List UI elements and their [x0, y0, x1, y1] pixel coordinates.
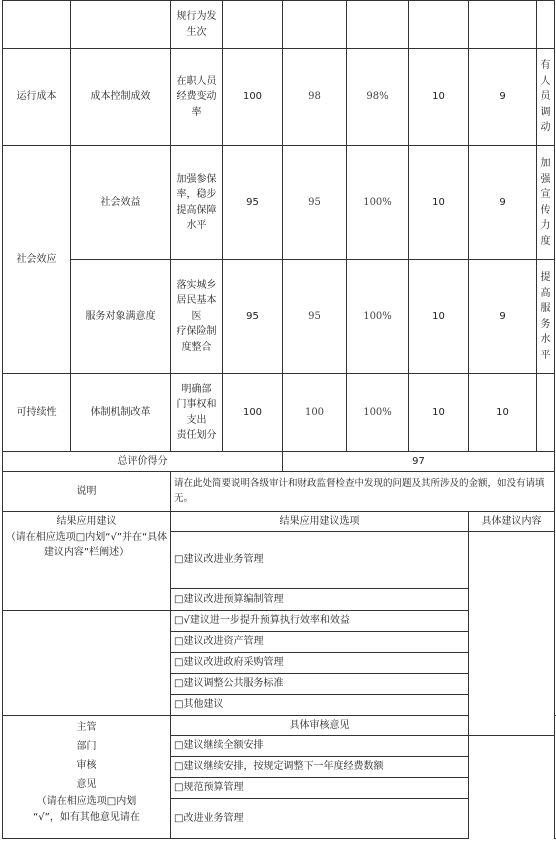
reason-cell: 加 强 宣 传 力 度 [537, 146, 555, 260]
weight-cell: 10 [409, 260, 469, 374]
actual-cell [283, 1, 347, 49]
review-option-checkbox[interactable]: □规范预算管理 [171, 778, 469, 799]
level2-cell: 服务对象满意度 [71, 260, 171, 374]
reason-cell: 提 高 服 务 水 平 [537, 260, 555, 374]
score-cell: 9 [469, 146, 537, 260]
review-label-line: 审核 [76, 760, 97, 771]
level2-cell: 体制机制改革 [71, 374, 171, 452]
indicator-cell: 在职人员 经费变动 率 [171, 49, 223, 146]
target-cell: 95 [223, 260, 283, 374]
level1-cell: 可持续性 [3, 374, 71, 452]
level1-cell: 运行成本 [3, 49, 71, 146]
table-row [3, 49, 555, 146]
review-label-line: 部门 [76, 741, 97, 752]
weight-cell: 10 [409, 374, 469, 452]
rate-cell: 100% [347, 146, 409, 260]
result-content-cell[interactable] [469, 532, 555, 736]
weight-cell: 10 [409, 49, 469, 146]
score-cell: 9 [469, 49, 537, 146]
actual-cell: 95 [283, 260, 347, 374]
table-row [3, 374, 555, 452]
actual-cell: 98 [283, 49, 347, 146]
total-value: 97 [283, 452, 555, 472]
actual-cell: 100 [283, 374, 347, 452]
result-option-checkbox[interactable]: □建议改进业务管理 [171, 532, 469, 589]
review-label [3, 716, 171, 839]
level2-cell: 成本控制成效 [71, 49, 171, 146]
result-content-header: 具体建议内容 [469, 512, 555, 532]
explanation-text: 请在此处简要说明各级审计和财政监督检查中发现的问题及其所涉及的金额，如没有请填无。 [171, 472, 555, 512]
review-header: 具体审核意见 [171, 716, 469, 736]
total-label: 总评价得分 [3, 452, 283, 472]
table-row [3, 146, 555, 260]
level2-cell: 社会效益 [71, 146, 171, 260]
result-option-checkbox[interactable]: □其他建议 [171, 695, 469, 716]
result-header-row [3, 512, 555, 532]
indicator-cell: 加强参保 率，稳步 提高保障 水平 [171, 146, 223, 260]
result-option-checkbox[interactable]: □建议改进政府采购管理 [171, 653, 469, 674]
review-label-line: “√”，如有其他意见请在 [33, 812, 140, 823]
level2-cell [71, 1, 171, 49]
rate-cell: 100% [347, 374, 409, 452]
result-application-label: 结果应用建议 （请在相应选项□内划“√”并在“具体建议内容”栏阐述） [3, 512, 171, 611]
result-option-checkbox[interactable]: □√建议进一步提升预算执行效率和效益 [171, 611, 469, 632]
target-cell: 100 [223, 374, 283, 452]
result-option-checkbox[interactable]: □建议改进资产管理 [171, 632, 469, 653]
indicator-cell: 落实城乡 居民基本 医 疗保险制 度整合 [171, 260, 223, 374]
result-option-checkbox[interactable]: □建议调整公共服务标准 [171, 674, 469, 695]
result-option-checkbox[interactable]: □建议改进预算编制管理 [171, 589, 469, 611]
review-label-line: 意见 [76, 779, 97, 790]
score-cell: 10 [469, 374, 537, 452]
score-cell [469, 1, 537, 49]
review-option-checkbox[interactable]: □建议继续安排，按规定调整下一年度经费数额 [171, 757, 469, 778]
indicator-cell: 规行为发 生次 [171, 1, 223, 49]
target-cell: 100 [223, 49, 283, 146]
result-options-header: 结果应用建议选项 [171, 512, 469, 532]
rate-cell: 98% [347, 49, 409, 146]
actual-cell: 95 [283, 146, 347, 260]
level1-cell: 社会效应 [3, 146, 71, 374]
review-label-line: 主管 [76, 722, 97, 733]
target-cell: 95 [223, 146, 283, 260]
review-option-checkbox[interactable]: □改进业务管理 [171, 799, 469, 839]
reason-cell [537, 1, 555, 49]
reason-cell [537, 374, 555, 452]
score-cell: 9 [469, 260, 537, 374]
target-cell [223, 1, 283, 49]
result-application-blank [3, 611, 171, 716]
review-option-checkbox[interactable]: □建议继续全额安排 [171, 736, 469, 757]
review-label-line: （请在相应选项□内划 [36, 796, 137, 807]
reason-cell: 有 人 员 调 动 [537, 49, 555, 146]
evaluation-table [2, 0, 555, 839]
table-row [3, 260, 555, 374]
total-row [3, 452, 555, 472]
level1-cell [3, 1, 71, 49]
explanation-label: 说明 [3, 472, 171, 512]
rate-cell: 100% [347, 260, 409, 374]
indicator-cell: 明确部 门事权和 支出 责任划分 [171, 374, 223, 452]
explanation-row [3, 472, 555, 512]
weight-cell [409, 1, 469, 49]
weight-cell: 10 [409, 146, 469, 260]
rate-cell [347, 1, 409, 49]
table-row [3, 1, 555, 49]
